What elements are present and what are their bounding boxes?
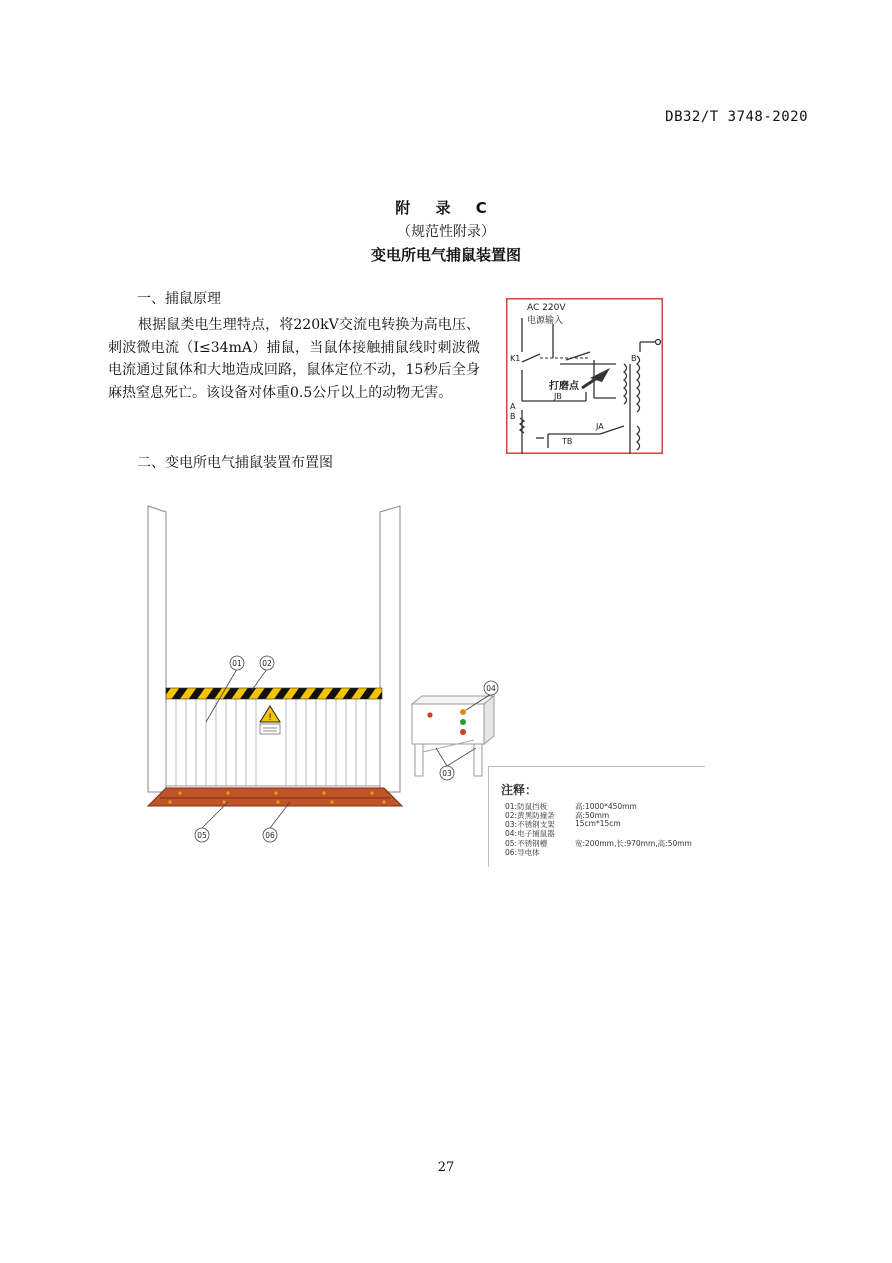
indicator-lamp-red (427, 712, 432, 717)
callout-03: 03 (442, 769, 452, 778)
circuit-strike-point-label: 打磨点 (549, 381, 579, 392)
callout-02: 02 (262, 659, 272, 668)
indicator-lamp-orange (460, 709, 466, 715)
circuit-power-input-label: 电源输入 (527, 316, 564, 326)
note-label: 02:黄黑防撞条 (505, 811, 555, 820)
section-1-paragraph: 根据鼠类电生理特点，将220kV交流电转换为高电压、刺波微电流（I≤34mA）捕鼠，当鼠体接触捕鼠线时刺波微电流通过鼠体和大地造成回路，鼠体定位不动，15秒后全身麻热窒息死亡。该设备对体重0.5公斤以上的动物无害。 (108, 317, 480, 401)
note-label: 03:不锈钢支架 (505, 820, 555, 829)
circuit-tb-label: TB (562, 437, 573, 446)
note-label: 06:导电体 (505, 848, 540, 857)
svg-text:!: ! (268, 713, 272, 723)
callout-04: 04 (486, 684, 496, 693)
note-label: 05:不锈钢槽 (505, 839, 548, 848)
document-code: DB32/T 3748-2020 (665, 109, 808, 125)
note-label: 04:电子捕鼠器 (505, 829, 555, 838)
circuit-ja-label: JA (596, 422, 604, 431)
section-2-heading: 二、变电所电气捕鼠装置布置图 (137, 455, 333, 471)
section-1-heading: 一、捕鼠原理 (137, 291, 221, 307)
circuit-jb-label: JB (554, 392, 562, 401)
note-value: 高:50mm (575, 811, 610, 820)
note-label: 01:防鼠挡板 (505, 802, 548, 811)
right-post (380, 506, 400, 792)
device-layout-diagram (140, 500, 510, 850)
note-item (505, 847, 540, 858)
callout-01: 01 (232, 659, 242, 668)
note-value: 15cm*15cm (575, 819, 621, 828)
yellow-black-stripe (166, 688, 382, 699)
notes-title: 注释： (501, 783, 538, 797)
circuit-b-low-label: B (510, 412, 516, 421)
electronic-rat-trap (412, 696, 494, 744)
appendix-heading: 变电所电气捕鼠装置图 (370, 246, 521, 264)
note-value: 宽:200mm,长:970mm,高:50mm (575, 839, 692, 848)
note-value: 高:1000*450mm (575, 802, 637, 811)
appendix-type: （规范性附录） (397, 224, 495, 240)
page-number: 27 (437, 1160, 455, 1175)
notes-box (488, 766, 705, 867)
circuit-diagram (506, 298, 663, 454)
appendix-title: 附 录 C (395, 199, 497, 217)
circuit-k1-label: K1 (510, 354, 521, 363)
stainless-trough (148, 788, 402, 806)
circuit-b-top-label: B (631, 354, 637, 363)
callout-06: 06 (265, 831, 275, 840)
circuit-ac-label: AC 220V (527, 303, 566, 313)
callout-05: 05 (197, 831, 207, 840)
indicator-lamp-red-2 (460, 729, 466, 735)
left-post (148, 506, 166, 792)
indicator-lamp-green (460, 719, 466, 725)
circuit-a-label: A (510, 402, 516, 411)
